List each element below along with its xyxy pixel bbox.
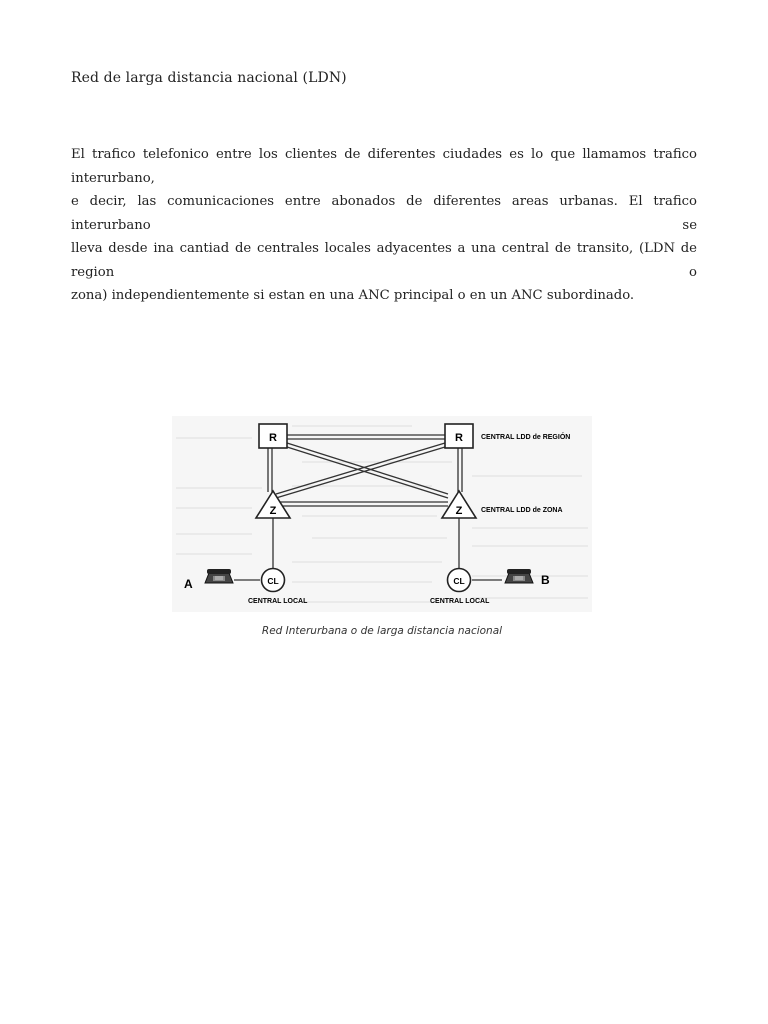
local-label-right: CENTRAL LOCAL [430, 598, 490, 605]
page-title: Red de larga distancia nacional (LDN) [71, 70, 347, 86]
region-label: CENTRAL LDD de REGIÓN [481, 434, 571, 441]
subscriber-b-label: B [541, 573, 550, 587]
paragraph-line: e decir, las comunicaciones entre abonados de diferentes areas urbanas. El trafico interurbano se [71, 194, 697, 233]
body-paragraph [71, 143, 697, 308]
telephone-icon [205, 569, 233, 583]
node-label: R [269, 432, 277, 444]
node-label: Z [269, 505, 277, 517]
paragraph-line: lleva desde ina cantiad de centrales locales adyacentes a una central de transito, (LDN de region o [71, 241, 697, 280]
local-label-left: CENTRAL LOCAL [248, 598, 308, 605]
node-label: CL [453, 576, 465, 586]
node-label: CL [267, 576, 279, 586]
figure-caption: Red Interurbana o de larga distancia nacional [261, 625, 503, 637]
network-diagram-figure [172, 416, 592, 612]
node-label: Z [455, 505, 463, 517]
subscriber-a-label: A [184, 577, 193, 591]
paragraph-line: zona) independientemente si estan en una ANC principal o en un ANC subordinado. [71, 288, 635, 303]
node-label: R [455, 432, 463, 444]
telephone-icon [505, 569, 533, 583]
paragraph-line: El trafico telefonico entre los clientes de diferentes ciudades es lo que llamamos trafico interurbano, [71, 147, 697, 186]
network-diagram [172, 416, 592, 612]
zone-label: CENTRAL LDD de ZONA [481, 507, 563, 514]
